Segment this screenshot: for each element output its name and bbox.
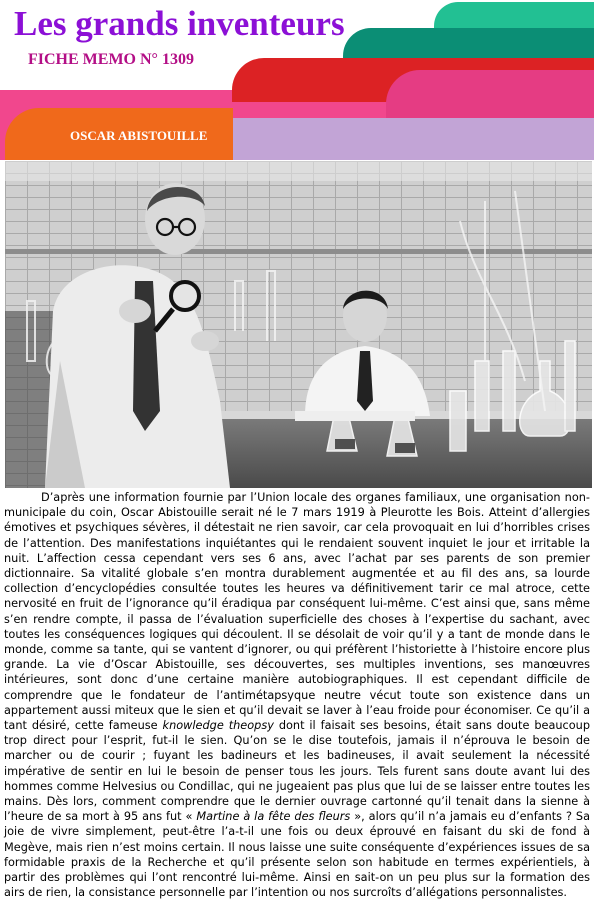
decorative-band-pink-upper [386,70,594,118]
article-text-part-3: », alors qu’il n’a jamais eu d’enfants ? Sa joie de vivre simplement, peut-être l’a-t-il une fois ou deux éprouvé en faisant du ski de fond à Megève, mais rien n’est moins certain. Il nous laisse une suite conséquente d’expériences issues de sa formidable praxis de la Recherche et qu’il présente selon son habitude en termes expérientiels, à partir des problèmes qui l’ont rencontré lui-même. Ainsi en sait-on un peu plus sur la formation des airs de rien, la consistance personnelle par l’intention ou nos surcroîts d’allégations personnalistes. [4,810,591,900]
article-text-part-1: D’après une information fournie par l’Union locale des organes familiaux, une organisation non-municipale du coin, Oscar Abistouille serait né le 7 mars 1919 à Pleurotte les Bois. Atteint d’allergies émotives et psychiques sévères, il détestait ne rien savoir, car cela provoquait en lui d’horribles crises de l’attention. Des manifestations inquiétantes qui le rendaient souvent inquiet le jour et irritable la nuit. L’affection cessa cependant vers ses 6 ans, avec l’achat par ses parents de son premier dictionnaire. Sa vitalité globale s’en montra durablement augmentée et au fil des ans, sa lourde collection d’encyclopédies consultée toutes les heures va définitivement tarir ce mal atroce, cette nervosité en fruit de l’ignorance qu’il éradiqua par conséquent lui-même. C’est ainsi que, sans même s’en rendre compte, il passa de l’évaluation superficielle des choses à l’expertise du sachant, avec toutes les conséquences logiques qui découlent. Il se désolait de voir qu’il y a tant de monde dans le monde, comme sa tante, qui se vantent d’ignorer, ou qui préfèrent l’historiette à l’histoire encore plus grande. La vie d’Oscar Abistouille, ses découvertes, ses multiples inventions, ses manœuvres intérieures, sont donc d’une certaine manière autobiographiques. Il est cependant difficile de comprendre que le fondateur de l’antimétapsyque neutre vécut toute son existence dans un appartement aussi miteux que le sien et qu’il devait se laver à l’eau froide pour économiser. Ce qu’il a tant désiré, cette fameuse [4,491,590,733]
article-body [4,490,590,900]
laboratory-photo [5,161,592,488]
article-emphasis-book-title: Martine à la fête des fleurs [196,810,351,824]
memo-number: FICHE MEMO N° 1309 [28,51,194,68]
decorative-band-lavender [230,118,594,160]
article-emphasis-knowledge-theopsy: knowledge theopsy [162,719,274,733]
page-title: Les grands inventeurs [14,4,345,43]
article-text-part-2: dont il faisait ses besoins, était sans doute beaucoup trop direct pour l’esprit, fut-il le sien. Qu’on se le dise toutefois, jamais il n’éprouva le besoin de marcher ou de courir ; fuyant les badineurs et les badineuses, il avait seulement la nécessité impérative de sentir en lui le besoin de penser tous les jours. Tels furent sans doute avant lui des hommes comme Helvesius ou Condillac, qui ne jugeaient pas plus que lui de se laisser entre toutes les mains. Dès lors, comment comprendre que le dernier ouvrage cartonné qu’il tenait dans la sienne à l’heure de sa mort à 95 ans fut « [4,719,590,824]
header-banner [0,0,594,160]
subject-name: OSCAR ABISTOUILLE [70,128,208,143]
